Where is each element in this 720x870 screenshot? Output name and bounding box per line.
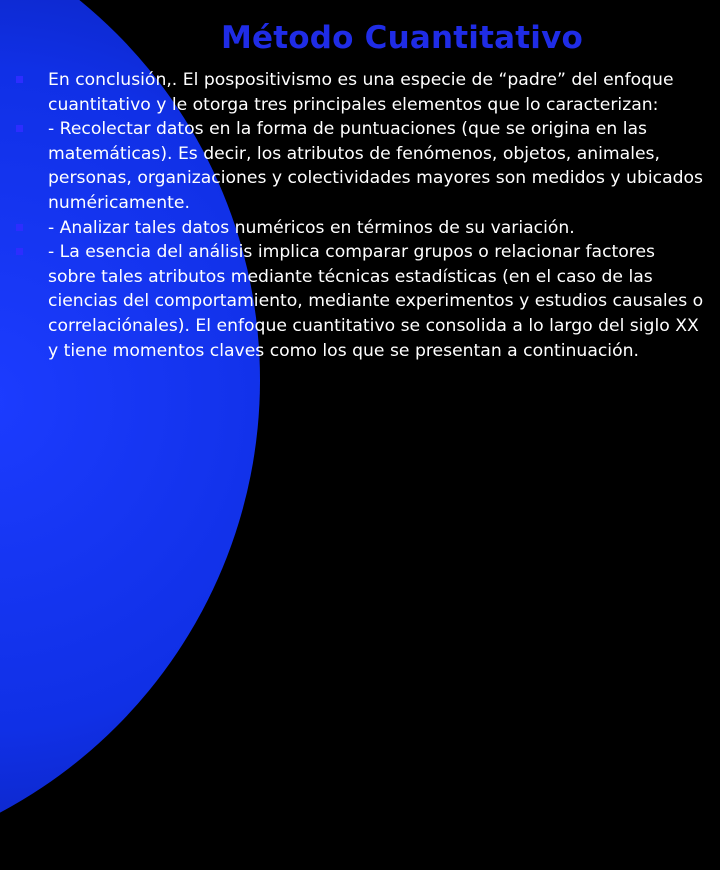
square-bullet-icon xyxy=(16,125,23,132)
square-bullet-icon xyxy=(16,248,23,255)
bullet-text: En conclusión,. El pospositivismo es una especie de “padre” del enfoque cuantitativo y le otorga tres principales elementos que lo caracterizan: xyxy=(48,70,674,115)
slide-title: Método Cuantitativo xyxy=(220,20,583,56)
bullet-text: - La esencia del análisis implica comparar grupos o relacionar factores sobre tales atributos mediante técnicas estadísticas (en el caso de las ciencias del comportamiento, mediante experimentos y estudios causales o correlaciónales). El enfoque cuantitativo se consolida a lo largo del siglo XX y tiene momentos claves como los que se presentan a continuación. xyxy=(48,242,704,361)
bullet-item xyxy=(14,117,704,215)
bullet-text: - Recolectar datos en la forma de puntuaciones (que se origina en las matemáticas). Es decir, los atributos de fenómenos, objetos, animales, personas, organizaciones y colectividades mayores son medidos y ubicados numéricamente. xyxy=(48,119,703,213)
bullet-list xyxy=(14,68,704,363)
bullet-item xyxy=(14,240,704,363)
bullet-text: - Analizar tales datos numéricos en términos de su variación. xyxy=(48,217,575,238)
bullet-item xyxy=(14,68,704,117)
square-bullet-icon xyxy=(16,76,23,83)
square-bullet-icon xyxy=(16,224,23,231)
bullet-item xyxy=(14,216,704,241)
